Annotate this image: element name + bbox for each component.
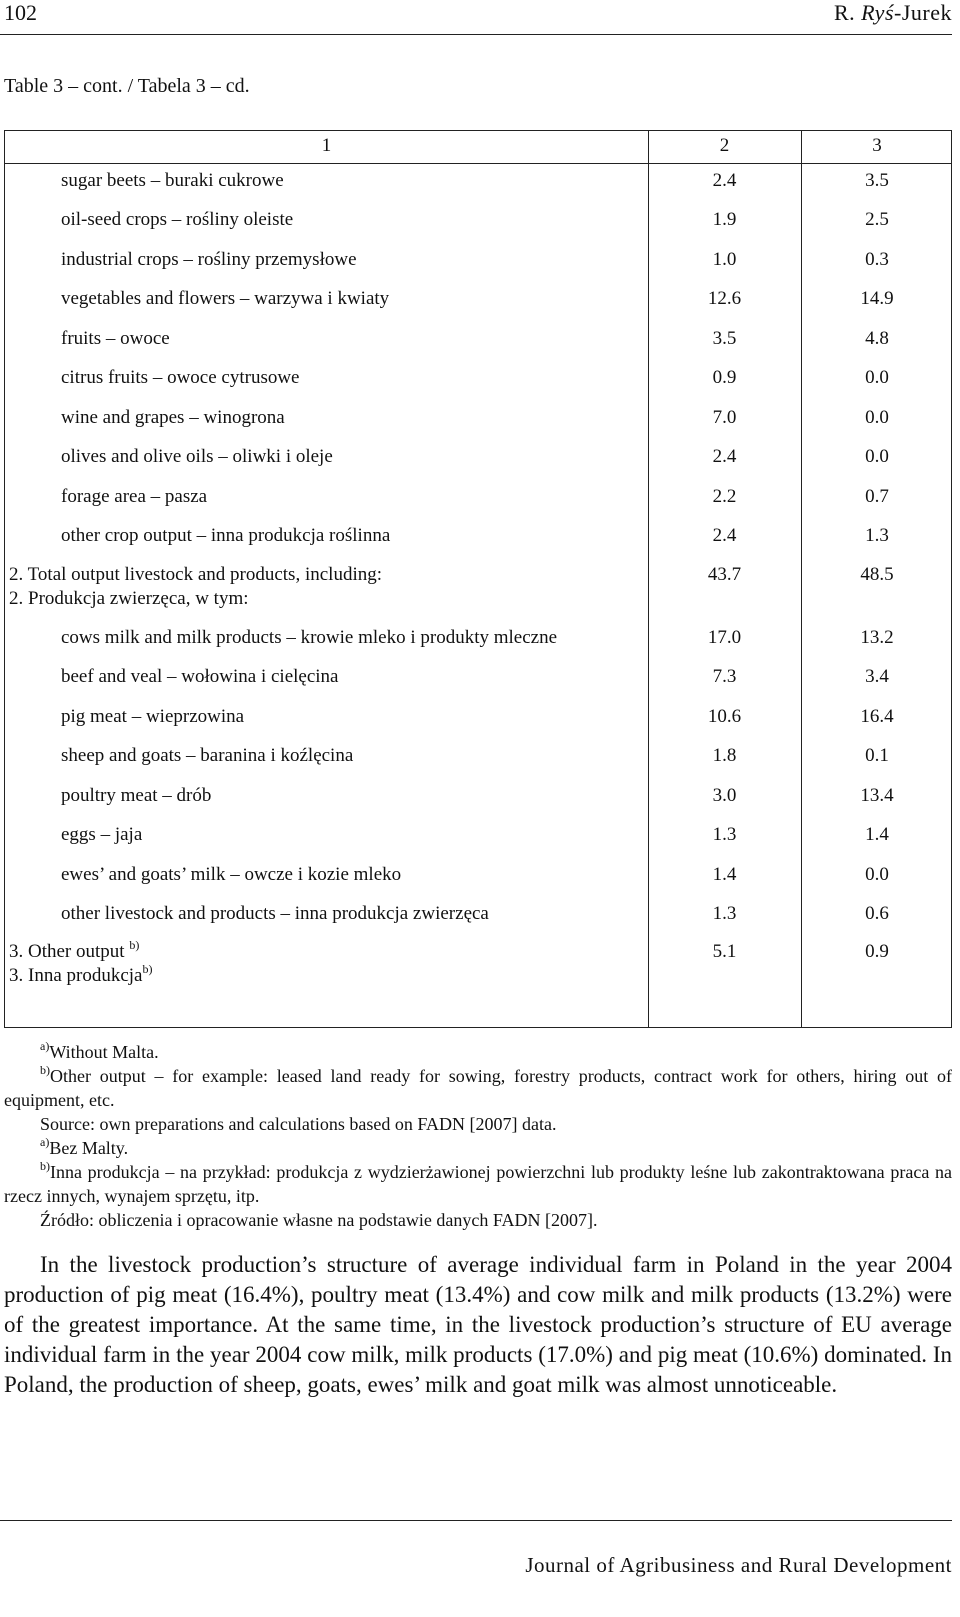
row-value-2: 17.0 xyxy=(707,627,742,648)
row-value-2: 2.2 xyxy=(712,486,737,507)
row-label-pl-text: 3. Inna produkcja xyxy=(9,965,143,986)
row-value-2: 7.0 xyxy=(712,407,737,428)
row-value-3: 0.7 xyxy=(865,486,889,507)
row-value-3: 0.6 xyxy=(865,903,889,924)
running-author xyxy=(834,0,952,26)
row-value-2: 1.3 xyxy=(712,824,737,845)
note-marker: b) xyxy=(40,1063,50,1077)
row-value-3: 0.1 xyxy=(865,745,889,766)
row-value-2: 43.7 xyxy=(707,564,742,585)
row-value-3: 0.3 xyxy=(865,249,889,270)
row-label-en: 2. Total output livestock and products, including: xyxy=(9,564,382,585)
row-value-2: 2.4 xyxy=(712,525,737,546)
row-label: oil-seed crops – rośliny oleiste xyxy=(61,209,294,230)
row-value-2: 1.8 xyxy=(712,745,737,766)
table-notes xyxy=(4,1040,952,1232)
row-value-3: 3.5 xyxy=(865,170,889,191)
row-value-3: 4.8 xyxy=(865,328,889,349)
author-suffix: -Jurek xyxy=(894,0,952,25)
row-label: vegetables and flowers – warzywa i kwiaty xyxy=(61,288,390,309)
footnote-marker: b) xyxy=(129,938,140,952)
row-value-3: 13.2 xyxy=(860,627,894,648)
row-label: beef and veal – wołowina i cielęcina xyxy=(61,666,339,687)
row-value-3: 1.3 xyxy=(865,525,889,546)
journal-name: Journal of Agribusiness and Rural Development xyxy=(525,1553,952,1577)
column-header-1: 1 xyxy=(321,135,332,156)
row-value-2: 12.6 xyxy=(707,288,742,309)
row-value-3: 0.9 xyxy=(865,941,889,962)
note-marker: a) xyxy=(40,1135,50,1149)
note-marker: b) xyxy=(40,1159,50,1173)
row-label: fruits – owoce xyxy=(61,328,170,349)
row-label: ewes’ and goats’ milk – owcze i kozie mleko xyxy=(61,864,402,885)
row-value-3: 3.4 xyxy=(865,666,889,687)
row-label: olives and olive oils – oliwki i oleje xyxy=(61,446,333,467)
body-text xyxy=(4,1250,952,1400)
row-value-2: 1.4 xyxy=(712,864,737,885)
column-header-3: 3 xyxy=(872,135,882,156)
row-value-2: 5.1 xyxy=(712,941,737,962)
note-text: Without Malta. xyxy=(49,1042,159,1062)
table-header-row xyxy=(5,131,951,164)
page-header xyxy=(0,0,952,35)
row-value-2: 3.5 xyxy=(712,328,737,349)
row-label: forage area – pasza xyxy=(61,486,208,507)
row-value-2: 1.9 xyxy=(712,209,737,230)
row-value-2: 7.3 xyxy=(712,666,737,687)
row-label-pl xyxy=(9,963,152,989)
row-value-3: 13.4 xyxy=(860,785,894,806)
row-value-3: 0.0 xyxy=(865,446,889,467)
author-italic: Ryś xyxy=(861,0,895,25)
row-label: wine and grapes – winogrona xyxy=(61,407,285,428)
note-text: Other output – for example: leased land ready for sowing, forestry products, contract work for others, hiring out of equipment, etc. xyxy=(4,1066,952,1110)
body-paragraph: In the livestock production’s structure of average individual farm in Poland in the year 2004 production of pig meat (16.4%), poultry meat (13.4%) and cow milk and milk products (13.2%) were of the greatest importance. At the same time, in the livestock production’s structure of EU average individual farm in the year 2004 cow milk, milk products (17.0%) and pig meat (10.6%) dominated. In Poland, the production of sheep, goats, ewes’ milk and goat milk was almost unnoticeable. xyxy=(4,1252,952,1397)
row-label: citrus fruits – owoce cytrusowe xyxy=(61,367,300,388)
row-value-3: 0.0 xyxy=(865,407,889,428)
author-prefix: R. xyxy=(833,0,862,25)
row-value-3: 14.9 xyxy=(860,288,894,309)
row-label: other crop output – inna produkcja roślinna xyxy=(61,525,391,546)
note-a-pl xyxy=(4,1136,952,1160)
row-value-3: 16.4 xyxy=(860,706,894,727)
row-value-3: 1.4 xyxy=(865,824,889,845)
row-label: sugar beets – buraki cukrowe xyxy=(61,170,284,191)
row-value-2: 3.0 xyxy=(712,785,737,806)
source-en: Source: own preparations and calculations based on FADN [2007] data. xyxy=(40,1114,557,1134)
row-label: cows milk and milk products – krowie mleko i produkty mleczne xyxy=(61,627,558,648)
row-value-2: 1.3 xyxy=(712,903,737,924)
row-value-3: 48.5 xyxy=(860,564,894,585)
page-number: 102 xyxy=(4,0,37,25)
row-label-en xyxy=(9,939,139,965)
note-b-en xyxy=(4,1064,952,1112)
note-text: Inna produkcja – na przykład: produkcja z wydzierżawionej powierzchni lub produkty leśne lub zakontraktowana praca na rzecz innych, wynajem sprzętu, itp. xyxy=(4,1162,952,1206)
row-label-en-text: 3. Other output xyxy=(9,941,130,962)
data-table xyxy=(4,130,952,1028)
note-b-pl xyxy=(4,1160,952,1208)
footnote-marker: b) xyxy=(142,962,153,976)
row-label: eggs – jaja xyxy=(61,824,143,845)
row-label: industrial crops – rośliny przemysłowe xyxy=(61,249,357,270)
row-value-3: 2.5 xyxy=(865,209,889,230)
row-value-2: 10.6 xyxy=(707,706,742,727)
row-label-pl: 2. Produkcja zwierzęca, w tym: xyxy=(9,588,249,609)
note-a-en xyxy=(4,1040,952,1064)
column-header-2: 2 xyxy=(719,135,730,156)
row-value-2: 1.0 xyxy=(712,249,737,270)
row-value-3: 0.0 xyxy=(865,864,889,885)
row-value-2: 0.9 xyxy=(712,367,737,388)
row-label: pig meat – wieprzowina xyxy=(61,706,245,727)
note-text: Bez Malty. xyxy=(49,1138,129,1158)
row-value-2: 2.4 xyxy=(712,170,737,191)
row-label: sheep and goats – baranina i koźlęcina xyxy=(61,745,354,766)
page-footer xyxy=(0,1520,952,1581)
row-label: poultry meat – drób xyxy=(61,785,212,806)
row-value-2: 2.4 xyxy=(712,446,737,467)
note-marker: a) xyxy=(40,1039,50,1053)
row-label: other livestock and products – inna produkcja zwierzęca xyxy=(61,903,489,924)
row-value-3: 0.0 xyxy=(865,367,889,388)
table-caption: Table 3 – cont. / Tabela 3 – cd. xyxy=(4,75,250,97)
source-pl: Źródło: obliczenia i opracowanie własne na podstawie danych FADN [2007]. xyxy=(40,1210,598,1230)
